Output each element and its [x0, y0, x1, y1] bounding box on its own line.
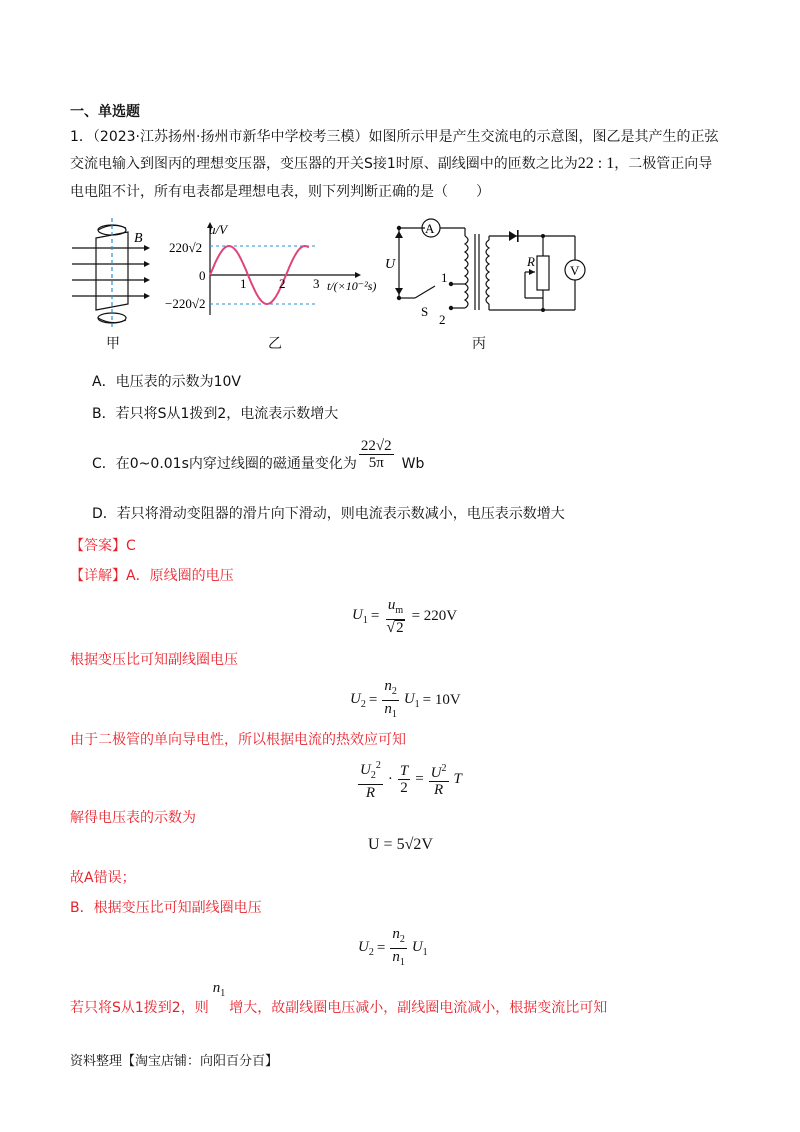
question-line-1 [70, 127, 718, 147]
figure-yi-sine-chart [165, 220, 385, 320]
option-c: C．在0~0.01s内穿过线圈的磁通量变化为 $\frac{22√2}{5\pi}$ Wb [92, 437, 425, 472]
magnetic-field-label: B [134, 231, 143, 246]
figure-jia-label: 甲 [106, 336, 120, 352]
option-d: D．若只将滑动变阻器的滑片向下滑动，则电流表示数减小，电压表示数增大 [92, 506, 565, 522]
question-source: （2023·江苏扬州·扬州市新华中学校考三模）如图所示甲是产生交流电的示意图，图乙是其产生的正弦 [92, 129, 719, 145]
footer-credit: 资料整理【淘宝店铺：向阳百分百】 [70, 1054, 279, 1069]
voltmeter-label: V [570, 263, 580, 278]
question-line-3: 电电阻不计，所有电表都是理想电表，则下列判断正确的是（ ） [70, 184, 490, 200]
detail-intro: 【详解】A．原线圈的电压 [70, 568, 234, 584]
answer-value: C [126, 538, 136, 554]
section-title: 一、单选题 [70, 104, 140, 120]
equation-secondary-voltage: $U_2$ = $\frac{n_2}{n_1}$ $U_1$ = 10V [350, 678, 461, 720]
equation-primary-voltage: $U_1$ = $u_m$ √ 2 = 220V [352, 597, 458, 636]
detail-p3: 由于二极管的单向导电性，所以根据电流的热效应可知 [70, 732, 406, 748]
figure-jia-generator [68, 218, 158, 330]
t-axis-label: t/(×10⁻²s) [327, 279, 377, 293]
rheostat-label: R [527, 254, 535, 269]
equation-voltmeter: U = 5√2V [368, 836, 433, 853]
figure-yi-label: 乙 [268, 336, 282, 352]
detail-b-intro: B．根据变压比可知副线圈电压 [70, 900, 262, 916]
tick-2: 2 [279, 276, 286, 291]
option-b: B．若只将S从1拨到2，电流表示数增大 [92, 406, 339, 422]
option-a: A．电压表的示数为10V [92, 374, 241, 390]
equation-secondary-ratio: $U_2$ = $\frac{n_2}{n_1}$ $U_1$ [358, 926, 428, 968]
u-min-label: −220√2 [165, 296, 206, 311]
detail-p4: 解得电压表的示数为 [70, 810, 196, 826]
figure-bing-label: 丙 [472, 336, 486, 352]
switch-label: S [421, 304, 429, 319]
switch-contact-2: 2 [439, 312, 446, 327]
flux-change-fraction: $\frac{22√2}{5\pi}$ [360, 437, 392, 471]
switch-contact-1: 1 [441, 270, 448, 285]
figure-bing-circuit [385, 214, 600, 330]
turns-ratio: 22 : 1 [577, 155, 615, 172]
tick-3: 3 [313, 276, 320, 291]
origin-label: 0 [199, 268, 206, 283]
answer-line [70, 536, 136, 556]
detail-tag: 【详解】 [70, 568, 126, 584]
question-line-2: 交流电输入到图丙的理想变压器，变压器的开关S接1时原、副线圈中的匝数之比为22 : 1，二极管正向导 [70, 155, 713, 172]
detail-p2: 根据变压比可知副线圈电压 [70, 652, 238, 668]
detail-last-line: 若只将S从1拨到2，则 $n_1$ 增大，故副线圈电压减小，副线圈电流减小，根据变流比可知 [70, 980, 608, 1016]
u-max-label: 220√2 [169, 240, 203, 255]
input-voltage-label: U [385, 257, 396, 272]
u-axis-label: u/V [209, 222, 228, 237]
equation-heat-effect: $\frac{U_2^2}{R}$ · $\frac{T}{2}$ = $\frac{U^2}{R}$ T [360, 760, 462, 801]
n1-symbol: $n_1$ [212, 980, 226, 999]
detail-p5: 故A错误； [70, 870, 136, 886]
answer-tag: 【答案】 [70, 538, 126, 554]
tick-1: 1 [240, 276, 247, 291]
question-number: 1． [70, 129, 93, 145]
ammeter-label: A [425, 221, 435, 236]
